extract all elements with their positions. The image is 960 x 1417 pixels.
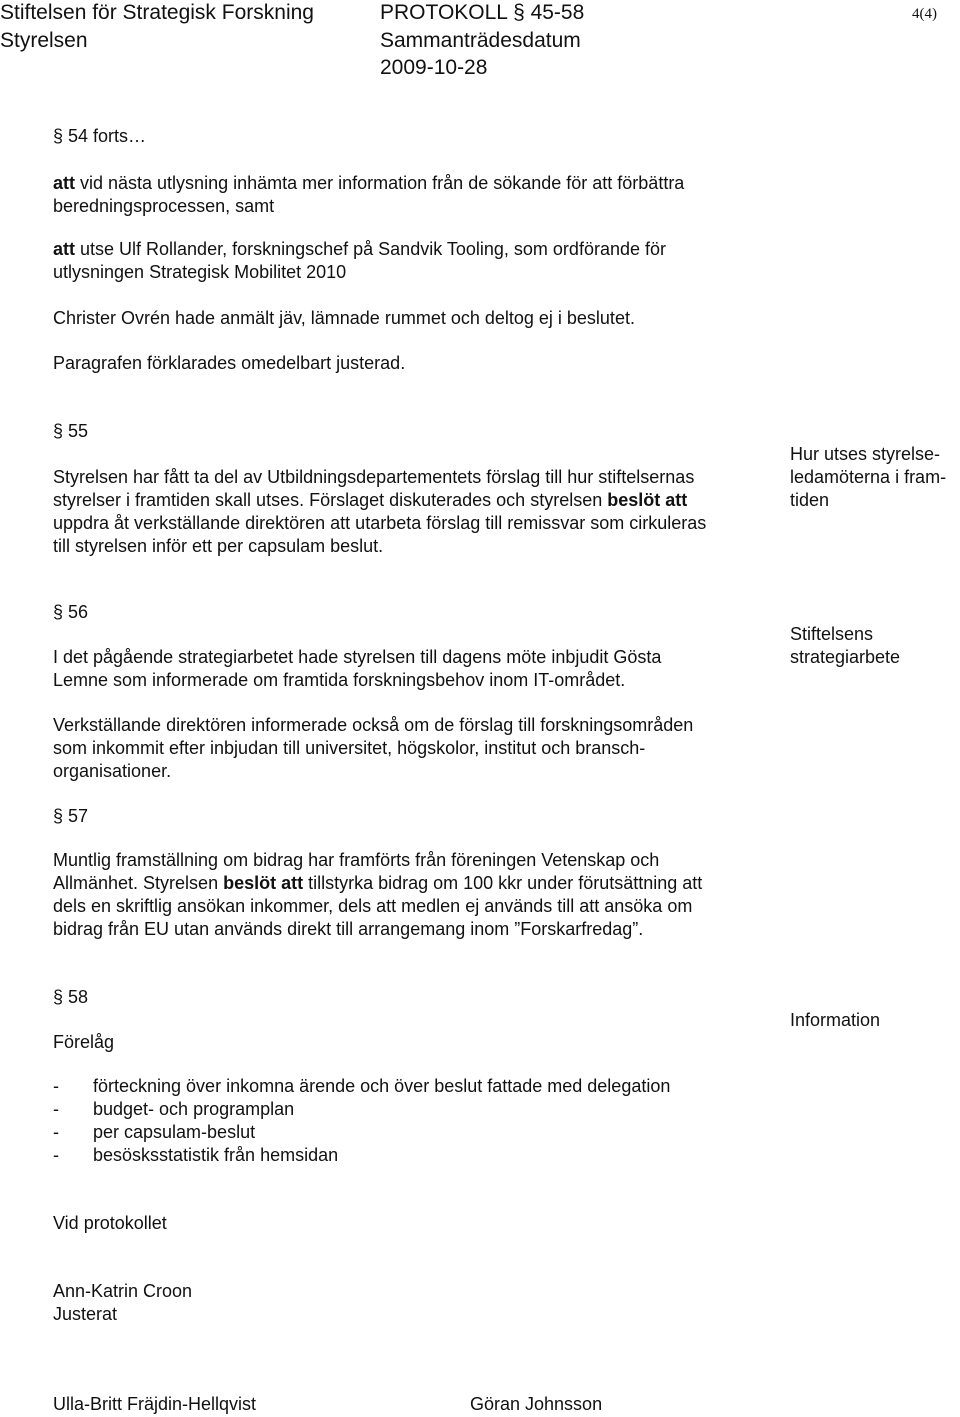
list-item: - förteckning över inkomna ärende och över beslut fattade med delegation [53, 1076, 671, 1096]
list-item-text: budget- och programplan [93, 1099, 295, 1119]
text: organisationer. [53, 761, 172, 781]
section-58-list [53, 1075, 670, 1167]
section-57-body [53, 849, 773, 941]
text: Hur utses styrelse- [790, 444, 941, 464]
section-range: § 45-58 [513, 1, 585, 24]
text: Allmänhet. Styrelsen [53, 873, 224, 893]
text: utlysningen Strategisk Mobilitet 2010 [53, 262, 347, 282]
text: uppdra åt verkställande direktören att utarbeta förslag till remissvar som cirkuleras [53, 513, 707, 533]
text: strategiarbete [790, 647, 901, 667]
text: utse Ulf Rollander, forskningschef på Sandvik Tooling, som ordförande för [75, 239, 666, 259]
vid-protokollet: Vid protokollet [53, 1213, 167, 1233]
signer-2: Göran Johnsson [470, 1394, 603, 1414]
signer-1: Ulla-Britt Fräjdin-Hellqvist [53, 1394, 257, 1414]
list-item: - besösksstatistik från hemsidan [53, 1145, 339, 1165]
beslot-att-keyword: beslöt att [223, 873, 304, 893]
list-item-text: förteckning över inkomna ärende och över beslut fattade med delegation [93, 1076, 671, 1096]
section-55-body [53, 466, 773, 558]
secretary-name: Ann-Katrin Croon [53, 1281, 193, 1301]
list-item: - budget- och programplan [53, 1099, 295, 1119]
section-55-heading: § 55 [53, 421, 89, 441]
text: Lemne som informerade om framtida forskningsbehov inom IT-området. [53, 670, 626, 690]
beslot-att-keyword: beslöt att [607, 490, 688, 510]
section-54-decision-1 [53, 172, 773, 218]
text: Stiftelsens [790, 624, 874, 644]
header-body: Styrelsen [0, 29, 88, 52]
text: dels en skriftlig ansökan inkommer, dels att medlen ej används till att ansöka om [53, 896, 693, 916]
section-56-body-2 [53, 714, 773, 783]
section-57-heading: § 57 [53, 806, 89, 826]
section-58-margin-note: Information [790, 1010, 881, 1030]
text: tiden [790, 490, 830, 510]
page-number: 4(4) [912, 6, 937, 22]
section-54-justerad: Paragrafen förklarades omedelbart justerad. [53, 353, 406, 373]
section-56-heading: § 56 [53, 602, 89, 622]
section-56-body-1 [53, 646, 773, 692]
list-item-text: per capsulam-beslut [93, 1122, 256, 1142]
section-56-margin-note [790, 623, 960, 669]
section-58-heading: § 58 [53, 987, 89, 1007]
text: styrelser i framtiden skall utses. Förslaget diskuterades och styrelsen [53, 490, 608, 510]
section-55-margin-note [790, 443, 960, 512]
text: tillstyrka bidrag om 100 kkr under förutsättning att [303, 873, 703, 893]
list-item: - per capsulam-beslut [53, 1122, 256, 1142]
justerat-label: Justerat [53, 1304, 118, 1324]
text: ledamöterna i fram- [790, 467, 947, 487]
text: Styrelsen har fått ta del av Utbildningsdepartementets förslag till hur stiftelsernas [53, 467, 695, 487]
header-date-label: Sammanträdesdatum [380, 29, 581, 52]
text: vid nästa utlysning inhämta mer information från de sökande för att förbättra [75, 173, 685, 193]
text: beredningsprocessen, samt [53, 196, 275, 216]
att-keyword: att [53, 239, 75, 259]
header-date: 2009-10-28 [380, 56, 488, 79]
text: Verkställande direktören informerade också om de förslag till forskningsområden [53, 715, 694, 735]
section-54-heading: § 54 forts… [53, 126, 147, 146]
section-58-intro: Förelåg [53, 1032, 115, 1052]
header-doc-type [380, 0, 584, 26]
section-54-jav-note: Christer Ovrén hade anmält jäv, lämnade rummet och deltog ej i beslutet. [53, 308, 635, 328]
text: som inkommit efter inbjudan till universitet, högskolor, institut och bransch- [53, 738, 646, 758]
att-keyword: att [53, 173, 75, 193]
header-org: Stiftelsen för Strategisk Forskning [0, 1, 314, 24]
section-54-decision-2 [53, 238, 773, 284]
text: Muntlig framställning om bidrag har framförts från föreningen Vetenskap och [53, 850, 660, 870]
text: till styrelsen inför ett per capsulam beslut. [53, 536, 384, 556]
list-item-text: besösksstatistik från hemsidan [93, 1145, 339, 1165]
text: I det pågående strategiarbetet hade styrelsen till dagens möte inbjudit Gösta [53, 647, 662, 667]
text: bidrag från EU utan används direkt till arrangemang inom ”Forskarfredag”. [53, 919, 644, 939]
doc-type: PROTOKOLL [380, 1, 508, 24]
